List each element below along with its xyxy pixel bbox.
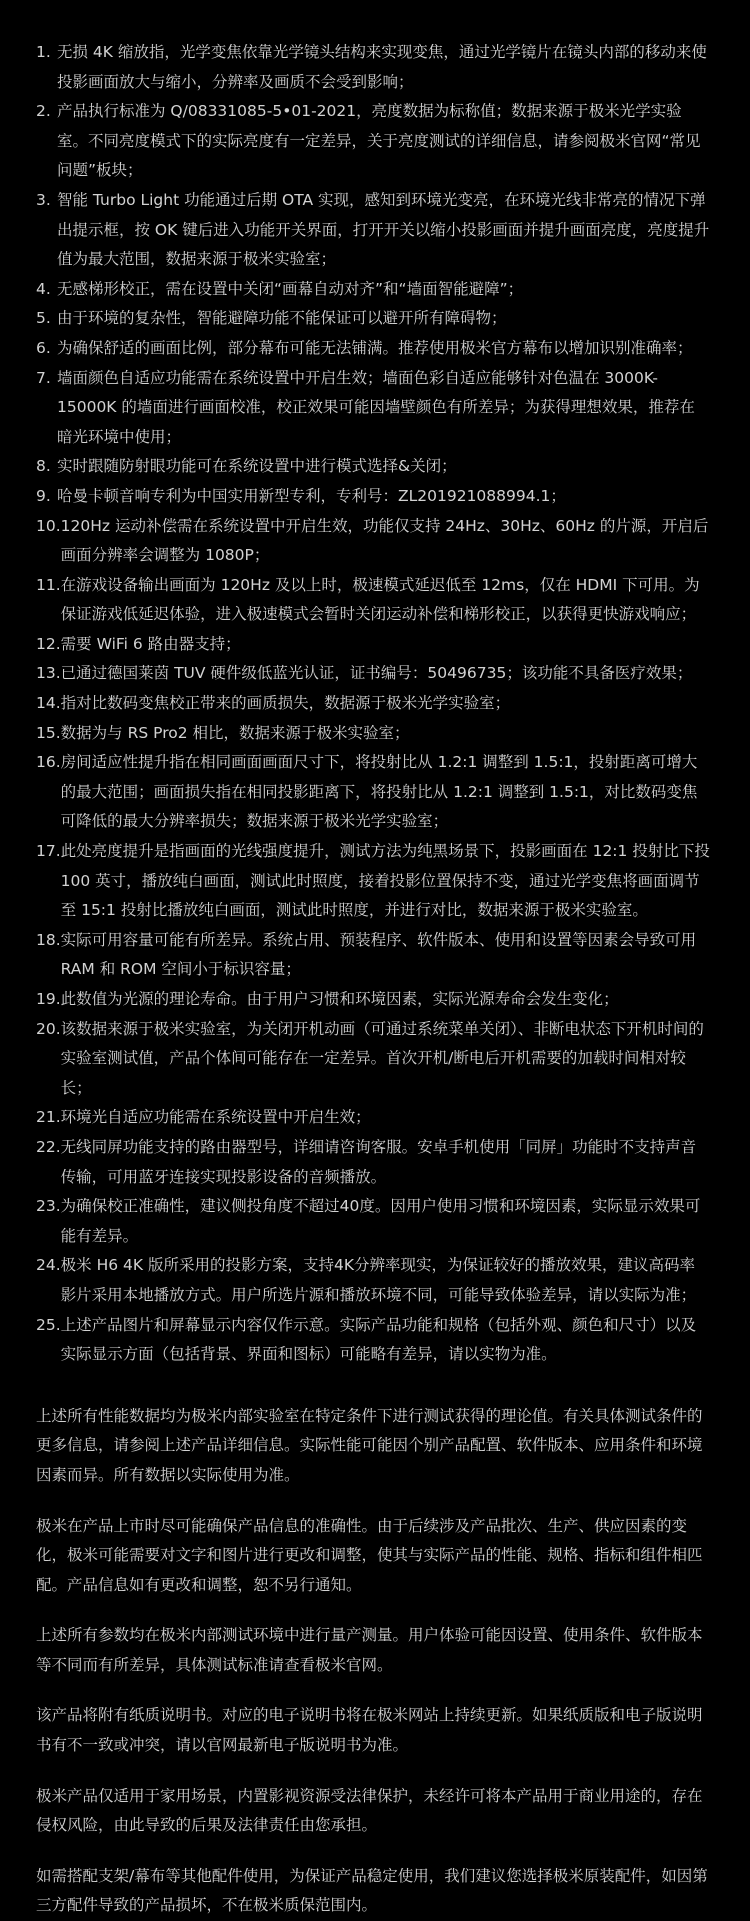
footnote-item bbox=[36, 748, 710, 837]
footnote-text: 为确保校正准确性，建议侧投角度不超过40度。因用户使用习惯和环境因素，实际显示效果可能有差异。 bbox=[60, 1197, 701, 1245]
footnote-number: 20. bbox=[36, 1019, 61, 1038]
footnote-item bbox=[36, 719, 710, 749]
disclaimer-paragraphs bbox=[36, 1402, 710, 1921]
footnote-item bbox=[36, 1103, 710, 1133]
footnote-text: 此处亮度提升是指画面的光线强度提升，测试方法为纯黑场景下，投影画面在 12:1 投射比下投 100 英寸，播放纯白画面，测试此时照度，接着投影位置保持不变，通过光学变焦将画面调节至 15:1 投射比播放纯白画面，测试此时照度，并进行对比，数据来源于极米实验室。 bbox=[60, 842, 710, 920]
footnote-text: 无线同屏功能支持的路由器型号，详细请咨询客服。安卓手机使用「同屏」功能时不支持声音传输，可用蓝牙连接实现投影设备的音频播放。 bbox=[60, 1137, 697, 1186]
footnote-text: 极米 H6 4K 版所采用的投影方案，支持4K分辨率现实，为保证较好的播放效果，建议高码率影片采用本地播放方式。用户所选片源和播放环境不同，可能导致体验差异，请以实际为准； bbox=[60, 1256, 697, 1304]
footnote-text: 产品执行标准为 Q/08331085-5•01-2021，亮度数据为标称值；数据来源于极米光学实验室。不同亮度模式下的实际亮度有一定差异，关于亮度测试的详细信息，请参阅极米官网“常见问题”板块； bbox=[57, 102, 701, 180]
footnote-text: 为确保舒适的画面比例，部分幕布可能无法铺满。推荐使用极米官方幕布以增加识别准确率； bbox=[57, 338, 693, 357]
footnote-text: 数据为与 RS Pro2 相比，数据来源于极米实验室； bbox=[60, 723, 410, 742]
disclaimer-paragraph: 极米产品仅适用于家用场景，内置影视资源受法律保护，未经许可将本产品用于商业用途的，存在侵权风险，由此导致的后果及法律责任由您承担。 bbox=[36, 1786, 703, 1835]
footnote-item bbox=[36, 186, 710, 275]
footnote-number: 23. bbox=[36, 1197, 61, 1216]
footnote-text: 该数据来源于极米实验室，为关闭开机动画（可通过系统菜单关闭）、非断电状态下开机时间的实验室测试值，产品个体间可能存在一定差异。首次开机/断电后开机需要的加载时间相对较长； bbox=[60, 1019, 704, 1097]
disclaimer-paragraph: 该产品将附有纸质说明书。对应的电子说明书将在极米网站上持续更新。如果纸质版和电子版说明书有不一致或冲突，请以官网最新电子版说明书为准。 bbox=[36, 1706, 703, 1755]
footnote-text: 无感梯形校正，需在设置中关闭“画幕自动对齐”和“墙面智能避障”； bbox=[57, 279, 524, 298]
footnote-text: 120Hz 运动补偿需在系统设置中开启生效，功能仅支持 24Hz、30Hz、60Hz 的片源，开启后画面分辨率会调整为 1080P； bbox=[60, 516, 709, 565]
disclaimer-paragraph: 极米在产品上市时尽可能确保产品信息的准确性。由于后续涉及产品批次、生产、供应因素的变化，极米可能需要对文字和图片进行更改和调整，使其与实际产品的性能、规格、指标和组件相匹配。产品信息如有更改和调整，恕不另行通知。 bbox=[36, 1516, 703, 1594]
footnote-number: 24. bbox=[36, 1256, 61, 1275]
footnote-number: 22. bbox=[36, 1137, 61, 1156]
footnote-text: 由于环境的复杂性，智能避障功能不能保证可以避开所有障碍物； bbox=[57, 309, 507, 328]
footnote-text: 已通过德国莱茵 TUV 硬件级低蓝光认证，证书编号：50496735；该功能不具备医疗效果； bbox=[60, 664, 693, 683]
footnote-number: 19. bbox=[36, 990, 61, 1008]
footnote-text: 墙面颜色自适应功能需在系统设置中开启生效；墙面色彩自适应能够针对色温在 3000K-15000K 的墙面进行画面校准，校正效果可能因墙壁颜色有所差异；为获得理想效果，推荐在暗光环境中使用； bbox=[57, 368, 695, 446]
footnote-number: 10. bbox=[36, 516, 61, 535]
footnote-text: 智能 Turbo Light 功能通过后期 OTA 实现，感知到环境光变亮，在环境光线非常亮的情况下弹出提示框，按 OK 键后进入功能开关界面，打开开关以缩小投影画面并提升画面亮度，亮度提升值为最大范围，数据来源于极米实验室； bbox=[57, 190, 710, 269]
footnote-item bbox=[36, 482, 710, 512]
footnote-item bbox=[36, 689, 710, 719]
footnote-item bbox=[36, 1015, 710, 1104]
footnote-number: 4. bbox=[36, 279, 51, 298]
footnote-item bbox=[36, 304, 710, 334]
footnote-text: 无损 4K 缩放指，光学变焦依靠光学镜头结构来实现变焦，通过光学镜片在镜头内部的移动来使投影画面放大与缩小，分辨率及画质不会受到影响； bbox=[57, 43, 707, 91]
footnote-text: 需要 WiFi 6 路由器支持； bbox=[60, 634, 241, 653]
footnote-number: 12. bbox=[36, 634, 61, 653]
footnote-number: 16. bbox=[36, 753, 61, 772]
footnote-item bbox=[36, 1251, 710, 1310]
footnote-number: 25. bbox=[36, 1315, 61, 1334]
footnote-number: 15. bbox=[36, 723, 61, 742]
footnote-item bbox=[36, 97, 710, 186]
footnote-number: 7. bbox=[36, 368, 51, 387]
disclaimer-paragraph: 如需搭配支架/幕布等其他配件使用，为保证产品稳定使用，我们建议您选择极米原装配件，如因第三方配件导致的产品损坏，不在极米质保范围内。 bbox=[36, 1866, 708, 1915]
footnote-item bbox=[36, 630, 710, 660]
footnote-number: 3. bbox=[36, 190, 51, 209]
footnote-item bbox=[36, 1311, 710, 1370]
footnote-item bbox=[36, 837, 710, 926]
footnote-number: 14. bbox=[36, 694, 61, 713]
footnote-number: 17. bbox=[36, 842, 61, 861]
footnote-item bbox=[36, 1133, 710, 1192]
footnote-number: 18. bbox=[36, 930, 61, 949]
footnote-item bbox=[36, 364, 710, 453]
footnote-text: 哈曼卡顿音响专利为中国实用新型专利，专利号：ZL201921088994.1； bbox=[57, 486, 566, 505]
footnote-item bbox=[36, 571, 710, 630]
footnote-item bbox=[36, 926, 710, 985]
footnote-item bbox=[36, 659, 710, 689]
footnote-item bbox=[36, 985, 710, 1015]
footnote-number: 2. bbox=[36, 102, 51, 121]
footnote-number: 9. bbox=[36, 486, 51, 505]
footnote-text: 指对比数码变焦校正带来的画质损失，数据源于极米光学实验室； bbox=[60, 694, 511, 713]
footnote-number: 8. bbox=[36, 457, 51, 476]
footnote-text: 上述产品图片和屏幕显示内容仅作示意。实际产品功能和规格（包括外观、颜色和尺寸）以及实际显示方面（包括背景、界面和图标）可能略有差异，请以实物为准。 bbox=[60, 1315, 697, 1364]
footnote-text: 在游戏设备输出画面为 120Hz 及以上时，极速模式延迟低至 12ms，仅在 HDMI 下可用。为保证游戏低延迟体验，进入极速模式会暂时关闭运动补偿和梯形校正，以获得更快游戏响应； bbox=[60, 575, 700, 624]
disclaimer-paragraph: 上述所有性能数据均为极米内部实验室在特定条件下进行测试获得的理论值。有关具体测试条件的更多信息，请参阅上述产品详细信息。实际性能可能因个别产品配置、软件版本、应用条件和环境因素而异。所有数据以实际使用为准。 bbox=[36, 1406, 703, 1484]
footnote-text: 实际可用容量可能有所差异。系统占用、预装程序、软件版本、使用和设置等因素会导致可用 RAM 和 ROM 空间小于标识容量； bbox=[60, 930, 697, 979]
footnote-text: 房间适应性提升指在相同画面画面尺寸下，将投射比从 1.2:1 调整到 1.5:1，投射距离可增大的最大范围；画面损失指在相同投影距离下，将投射比从 1.2:1 调整到 1.5:1，对比数码变焦可降低的最大分辨率损失；数据来源于极米光学实验室； bbox=[60, 753, 698, 831]
footnote-number: 6. bbox=[36, 338, 51, 357]
footnote-item bbox=[36, 1192, 710, 1251]
footnote-number: 1. bbox=[36, 43, 51, 61]
footnote-number: 11. bbox=[36, 575, 61, 594]
footnote-text: 此数值为光源的理论寿命。由于用户习惯和环境因素，实际光源寿命会发生变化； bbox=[60, 990, 619, 1008]
footnote-text: 实时跟随防射眼功能可在系统设置中进行模式选择&关闭； bbox=[57, 457, 457, 476]
footnote-item bbox=[36, 38, 710, 97]
footnote-number: 21. bbox=[36, 1108, 61, 1127]
footnote-list bbox=[36, 38, 710, 1370]
footnote-item bbox=[36, 452, 710, 482]
footnote-number: 13. bbox=[36, 664, 61, 683]
footnote-item bbox=[36, 512, 710, 571]
footnote-number: 5. bbox=[36, 309, 51, 328]
footnote-item bbox=[36, 275, 710, 305]
disclaimer-paragraph: 上述所有参数均在极米内部测试环境中进行量产测量。用户体验可能因设置、使用条件、软件版本等不同而有所差异，具体测试标准请查看极米官网。 bbox=[36, 1626, 703, 1674]
footnote-text: 环境光自适应功能需在系统设置中开启生效； bbox=[60, 1108, 371, 1127]
footnote-item bbox=[36, 334, 710, 364]
